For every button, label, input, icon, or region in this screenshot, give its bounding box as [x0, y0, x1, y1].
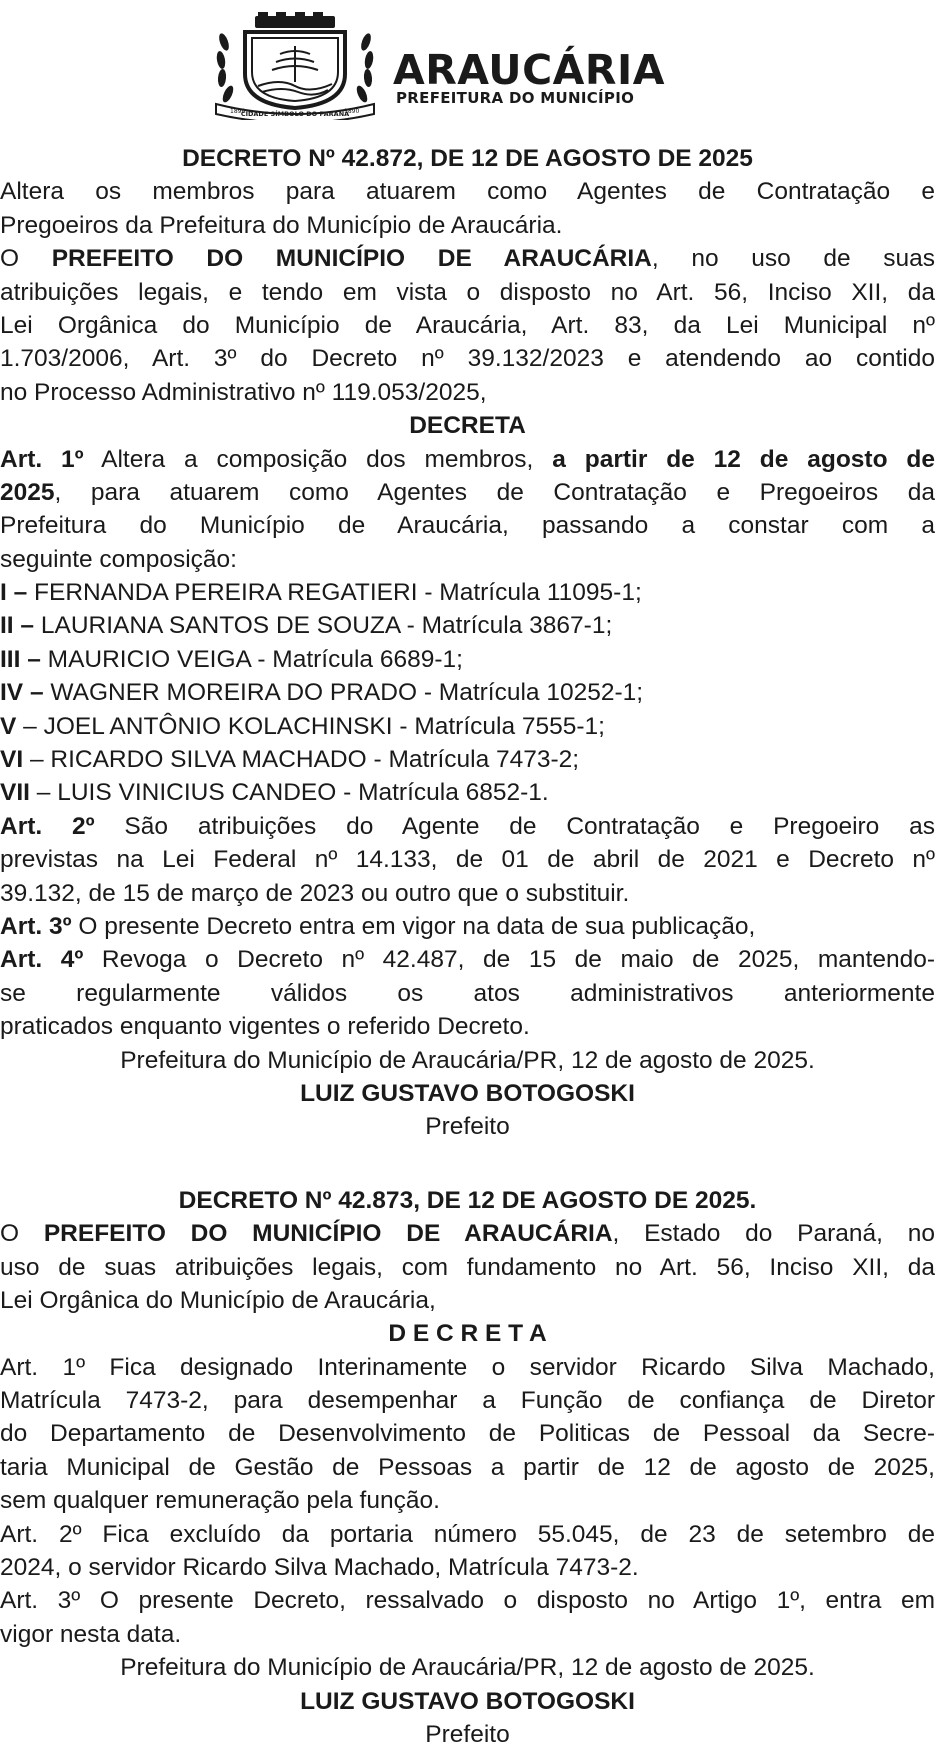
article-2-line: 2024, o servidor Ricardo Silva Machado, Matrícula 7473-2.: [0, 1554, 639, 1582]
article-1-line: Matrícula 7473-2, para desempenhar a Função de confiança de Diretor: [0, 1387, 935, 1415]
seal-year-left: 1890: [230, 108, 246, 115]
preamble-line: Lei Orgânica do Município de Araucária,: [0, 1286, 436, 1314]
preamble-text: , Estado do Paraná, no: [612, 1220, 935, 1248]
preamble-text: , no uso de suas: [651, 245, 935, 273]
decree-summary-line: Altera os membros para atuarem como Agentes de Contratação e: [0, 178, 935, 206]
brand-name: ARAUCÁRIA: [393, 46, 665, 94]
member-item: [0, 710, 935, 743]
member-item: [0, 643, 935, 676]
decreta-heading: DECRETA: [409, 412, 526, 440]
article-text: Revoga o Decreto nº 42.487, de 15 de maio de 2025, mantendo-: [83, 946, 936, 974]
document-content: [0, 142, 935, 1751]
preamble-authority: PREFEITO DO MUNICÍPIO DE ARAUCÁRIA: [43, 1220, 613, 1248]
decree-title: DECRETO Nº 42.873, DE 12 DE AGOSTO DE 2025.: [178, 1186, 757, 1214]
preamble-text: O: [0, 245, 52, 273]
article-label: Art. 1º: [0, 445, 84, 473]
preamble-line: 1.703/2006, Art. 3º do Decreto nº 39.132/2023 e atendendo ao contido: [0, 345, 935, 373]
article-label: Art. 3º: [0, 912, 72, 940]
member-text: – JOEL ANTÔNIO KOLACHINSKI - Matrícula 7555-1;: [16, 712, 605, 740]
member-item: [0, 743, 935, 776]
member-text: LAURIANA SANTOS DE SOUZA - Matrícula 3867-1;: [34, 612, 613, 640]
article-3-line: Art. 3º O presente Decreto, ressalvado o disposto no Artigo 1º, entra em: [0, 1587, 935, 1615]
article-1-line: taria Municipal de Gestão de Pessoas a partir de 12 de agosto de 2025,: [0, 1453, 935, 1481]
article-text: O presente Decreto entra em vigor na data de sua publicação,: [71, 912, 756, 940]
article-3-line: [0, 910, 935, 943]
member-numeral: II –: [0, 612, 35, 640]
article-1-line: Art. 1º Fica designado Interinamente o servidor Ricardo Silva Machado,: [0, 1353, 935, 1381]
member-item: [0, 576, 935, 609]
member-item: [0, 676, 935, 709]
member-numeral: III –: [0, 645, 41, 673]
decree-title: DECRETO Nº 42.872, DE 12 DE AGOSTO DE 2025: [182, 145, 753, 172]
article-label: Art. 2º: [0, 812, 95, 840]
member-numeral: V: [0, 712, 17, 740]
decree-42872: [0, 142, 935, 1144]
article-4-line: se regularmente válidos os atos administrativos anteriormente: [0, 979, 935, 1007]
member-numeral: VI: [0, 746, 24, 774]
article-1-line: sem qualquer remuneração pela função.: [0, 1487, 440, 1515]
article-2-line: previstas na Lei Federal nº 14.133, de 01 de abril de 2021 e Decreto nº: [0, 846, 935, 874]
section-gap: [0, 1144, 935, 1184]
article-1-line: [0, 443, 935, 476]
place-date: Prefeitura do Município de Araucária/PR, 12 de agosto de 2025.: [120, 1654, 815, 1682]
member-item: [0, 609, 935, 642]
signer-name: LUIZ GUSTAVO BOTOGOSKI: [300, 1687, 635, 1715]
preamble-line: [0, 1217, 935, 1250]
member-item: [0, 776, 935, 809]
article-4-line: [0, 943, 935, 976]
article-1-line: Prefeitura do Município de Araucária, passando a constar com a: [0, 512, 935, 540]
brand: [393, 46, 665, 107]
article-2-line: Art. 2º Fica excluído da portaria número 55.045, de 23 de setembro de: [0, 1520, 935, 1548]
brand-subtitle: PREFEITURA DO MUNICÍPIO: [396, 89, 635, 107]
member-text: FERNANDA PEREIRA REGATIERI - Matrícula 11095-1;: [27, 579, 642, 607]
article-label: Art. 4º: [0, 946, 84, 974]
place-date: Prefeitura do Município de Araucária/PR, 12 de agosto de 2025.: [120, 1046, 815, 1074]
member-numeral: I –: [0, 579, 28, 607]
article-3-line: vigor nesta data.: [0, 1620, 182, 1648]
signer-name: LUIZ GUSTAVO BOTOGOSKI: [300, 1079, 635, 1107]
article-4-line: praticados enquanto vigentes o referido Decreto.: [0, 1013, 530, 1041]
member-text: MAURICIO VEIGA - Matrícula 6689-1;: [40, 645, 463, 673]
preamble-line: uso de suas atribuições legais, com fundamento no Art. 56, Inciso XII, da: [0, 1253, 935, 1281]
article-1-line: [0, 476, 935, 509]
decree-42873: [0, 1184, 935, 1751]
article-1-line: do Departamento de Desenvolvimento de Politicas de Pessoal da Secre-: [0, 1420, 935, 1448]
seal-motto: CIDADE SÍMBOLO DO PARANÁ: [240, 110, 350, 118]
article-emphasis: a partir de 12 de agosto de: [552, 445, 935, 473]
member-text: WAGNER MOREIRA DO PRADO - Matrícula 10252-1;: [43, 679, 644, 707]
municipal-seal-icon: [210, 12, 380, 120]
article-text: São atribuições do Agente de Contratação e Pregoeiro as: [94, 812, 936, 840]
preamble-line: atribuições legais, e tendo em vista o disposto no Art. 56, Inciso XII, da: [0, 278, 935, 306]
article-1-line: seguinte composição:: [0, 545, 237, 573]
article-2-line: 39.132, de 15 de março de 2023 ou outro que o substituir.: [0, 879, 630, 907]
decree-summary-line: Pregoeiros da Prefeitura do Município de Araucária.: [0, 211, 563, 239]
member-text: – RICARDO SILVA MACHADO - Matrícula 7473-2;: [23, 746, 580, 774]
signer-role: Prefeito: [425, 1113, 510, 1141]
member-numeral: VII: [0, 779, 30, 807]
member-numeral: IV –: [0, 679, 44, 707]
preamble-line: no Processo Administrativo nº 119.053/2025,: [0, 378, 487, 406]
article-emphasis: 2025: [0, 478, 55, 506]
member-text: – LUIS VINICIUS CANDEO - Matrícula 6852-1.: [29, 779, 549, 807]
preamble-line: Lei Orgânica do Município de Araucária, Art. 83, da Lei Municipal nº: [0, 311, 935, 339]
preamble-text: O: [0, 1220, 44, 1248]
signer-role: Prefeito: [425, 1720, 510, 1748]
decreta-heading: D E C R E T A: [388, 1320, 547, 1348]
header: [210, 12, 730, 120]
seal-year-right: 1890: [344, 108, 360, 115]
preamble-line: [0, 242, 935, 275]
preamble-authority: PREFEITO DO MUNICÍPIO DE ARAUCÁRIA: [51, 245, 652, 273]
article-2-line: [0, 810, 935, 843]
article-text: , para atuarem como Agentes de Contratação e Pregoeiros da: [54, 478, 935, 506]
article-text: Altera a composição dos membros,: [83, 445, 553, 473]
